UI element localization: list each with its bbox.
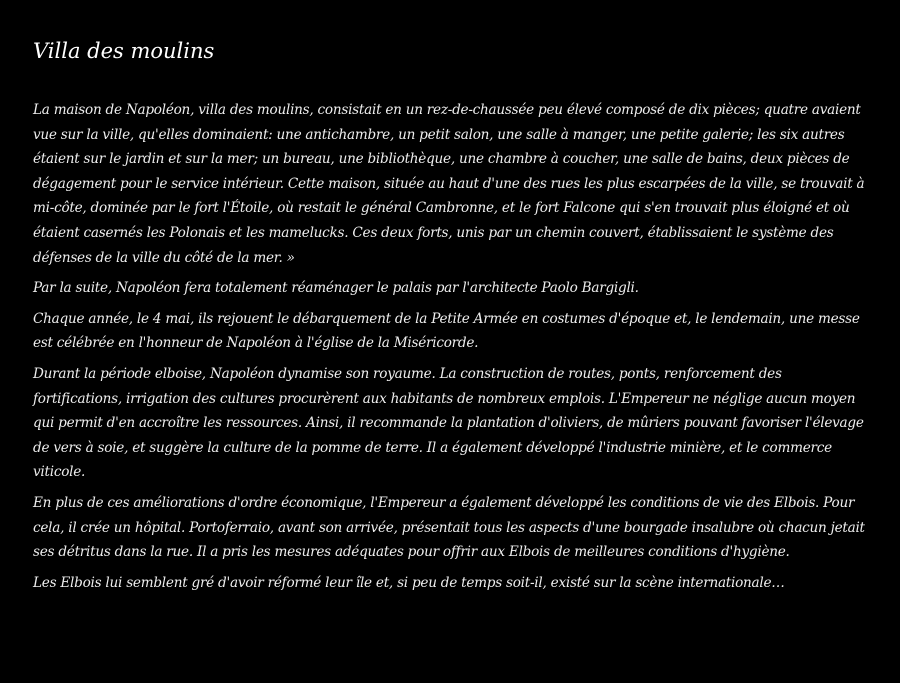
paragraph-elba-period: Durant la période elboise, Napoléon dynamise son royaume. La construction de routes, ponts, renforcement des fortifications, irrigation des cultures procurèrent aux habitants de nombreux emplois. L'Empereur ne néglige aucun moyen qui permit d'en accroître les ressources. Ainsi, il recommande la plantation d'oliviers, de mûriers pouvant favoriser l'élevage de vers à soie, et suggère la culture de la pomme de terre. Il a également développé l'industrie minière, et le commerce viticole. (33, 365, 864, 481)
document-body (33, 98, 874, 595)
paragraph-conclusion: Les Elbois lui semblent gré d'avoir réformé leur île et, si peu de temps soit-il, existé sur la scène internationale… (33, 574, 785, 591)
page-title: Villa des moulins (33, 39, 215, 63)
paragraph-palace-renovation: Par la suite, Napoléon fera totalement réaménager le palais par l'architecte Paolo Bargigli. (33, 280, 639, 297)
paragraph-annual-celebration: Chaque année, le 4 mai, ils rejouent le débarquement de la Petite Armée en costumes d'époque et, le lendemain, une messe est célébrée en l'honneur de Napoléon à l'église de la Miséricorde. (33, 310, 860, 352)
paragraph-villa-description: La maison de Napoléon, villa des moulins, consistait en un rez-de-chaussée peu élevé composé de dix pièces; quatre avaient vue sur la ville, qu'elles dominaient: une antichambre, un petit salon, une salle à manger, une petite galerie; les six autres étaient sur le jardin et sur la mer; un bureau, une bibliothèque, une chambre à coucher, une salle de bains, deux pièces de dégagement pour le service intérieur. Cette maison, située au haut d'une des rues les plus escarpées de la ville, se trouvait à mi-côte, dominée par le fort l'Étoile, où restait le général Cambronne, et le fort Falcone qui s'en trouvait plus éloigné et où étaient casernés les Polonais et les mamelucks. Ces deux forts, unis par un chemin couvert, établissaient le système des défenses de la ville du côté de la mer. » (33, 102, 865, 266)
paragraph-living-conditions: En plus de ces améliorations d'ordre économique, l'Empereur a également développé les conditions de vie des Elbois. Pour cela, il crée un hôpital. Portoferraio, avant son arrivée, présentait tous les aspects d'une bourgade insalubre où chacun jetait ses détritus dans la rue. Il a pris les mesures adéquates pour offrir aux Elbois de meilleures conditions d'hygiène. (33, 494, 865, 561)
